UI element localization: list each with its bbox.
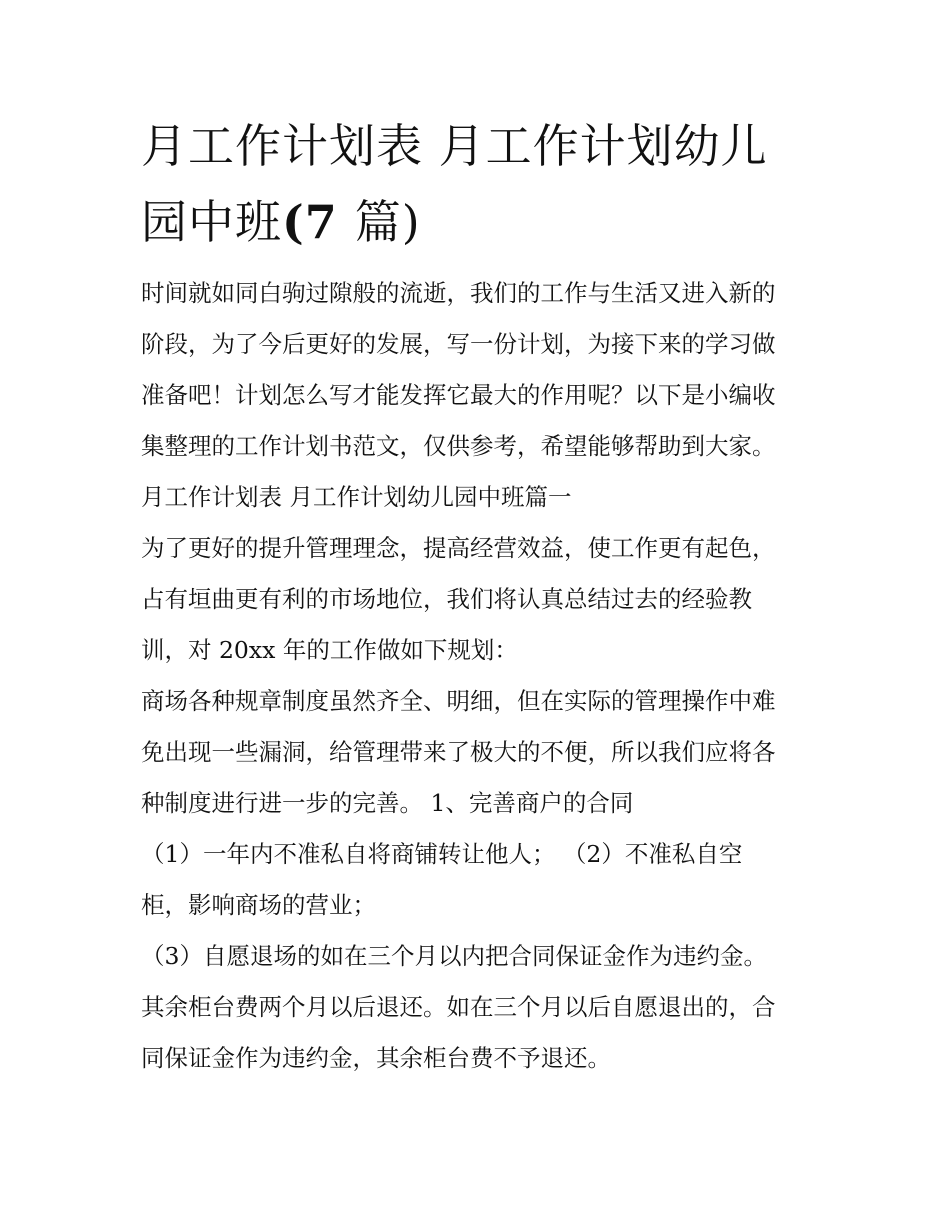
list-item: 柜，影响商场的营业； <box>141 891 376 919</box>
title-text-part: 园中班 <box>141 195 282 249</box>
body-line: 同保证金作为违约金，其余柜台费不予退还。 <box>141 1044 611 1072</box>
body-line: 阶段，为了今后更好的发展，写一份计划，为接下来的学习做 <box>141 330 776 358</box>
list-item: （1）一年内不准私自将商铺转让他人； （2）不准私自空 <box>141 840 743 868</box>
document-body <box>141 268 821 1084</box>
body-line: 为了更好的提升管理理念，提高经营效益，使工作更有起色， <box>141 534 776 562</box>
body-line: 占有垣曲更有利的市场地位，我们将认真总结过去的经验教 <box>141 585 752 613</box>
body-line: 集整理的工作计划书范文，仅供参考，希望能够帮助到大家。 <box>141 432 776 460</box>
title-text-part: 篇) <box>354 195 421 249</box>
body-line: 准备吧！计划怎么写才能发挥它最大的作用呢？以下是小编收 <box>141 381 776 409</box>
body-line: 其余柜台费两个月以后退还。如在三个月以后自愿退出的，合 <box>141 993 776 1021</box>
body-line: 训，对 20xx 年的工作做如下规划： <box>141 636 518 664</box>
body-line: 时间就如同白驹过隙般的流逝，我们的工作与生活又进入新的 <box>141 279 776 307</box>
list-item: （3）自愿退场的如在三个月以内把合同保证金作为违约金。 <box>141 942 767 970</box>
title-line-2 <box>141 184 821 260</box>
body-line: 免出现一些漏洞，给管理带来了极大的不便，所以我们应将各 <box>141 738 776 766</box>
title-line-1: 月工作计划表 月工作计划幼儿 <box>141 119 768 173</box>
body-line: 商场各种规章制度虽然齐全、明细，但在实际的管理操作中难 <box>141 687 776 715</box>
document-page <box>141 108 821 1084</box>
section-heading: 月工作计划表 月工作计划幼儿园中班篇一 <box>141 483 572 511</box>
document-title <box>141 108 821 260</box>
body-line: 种制度进行进一步的完善。 1、完善商户的合同 <box>141 789 634 817</box>
title-count: (7 <box>282 195 355 249</box>
